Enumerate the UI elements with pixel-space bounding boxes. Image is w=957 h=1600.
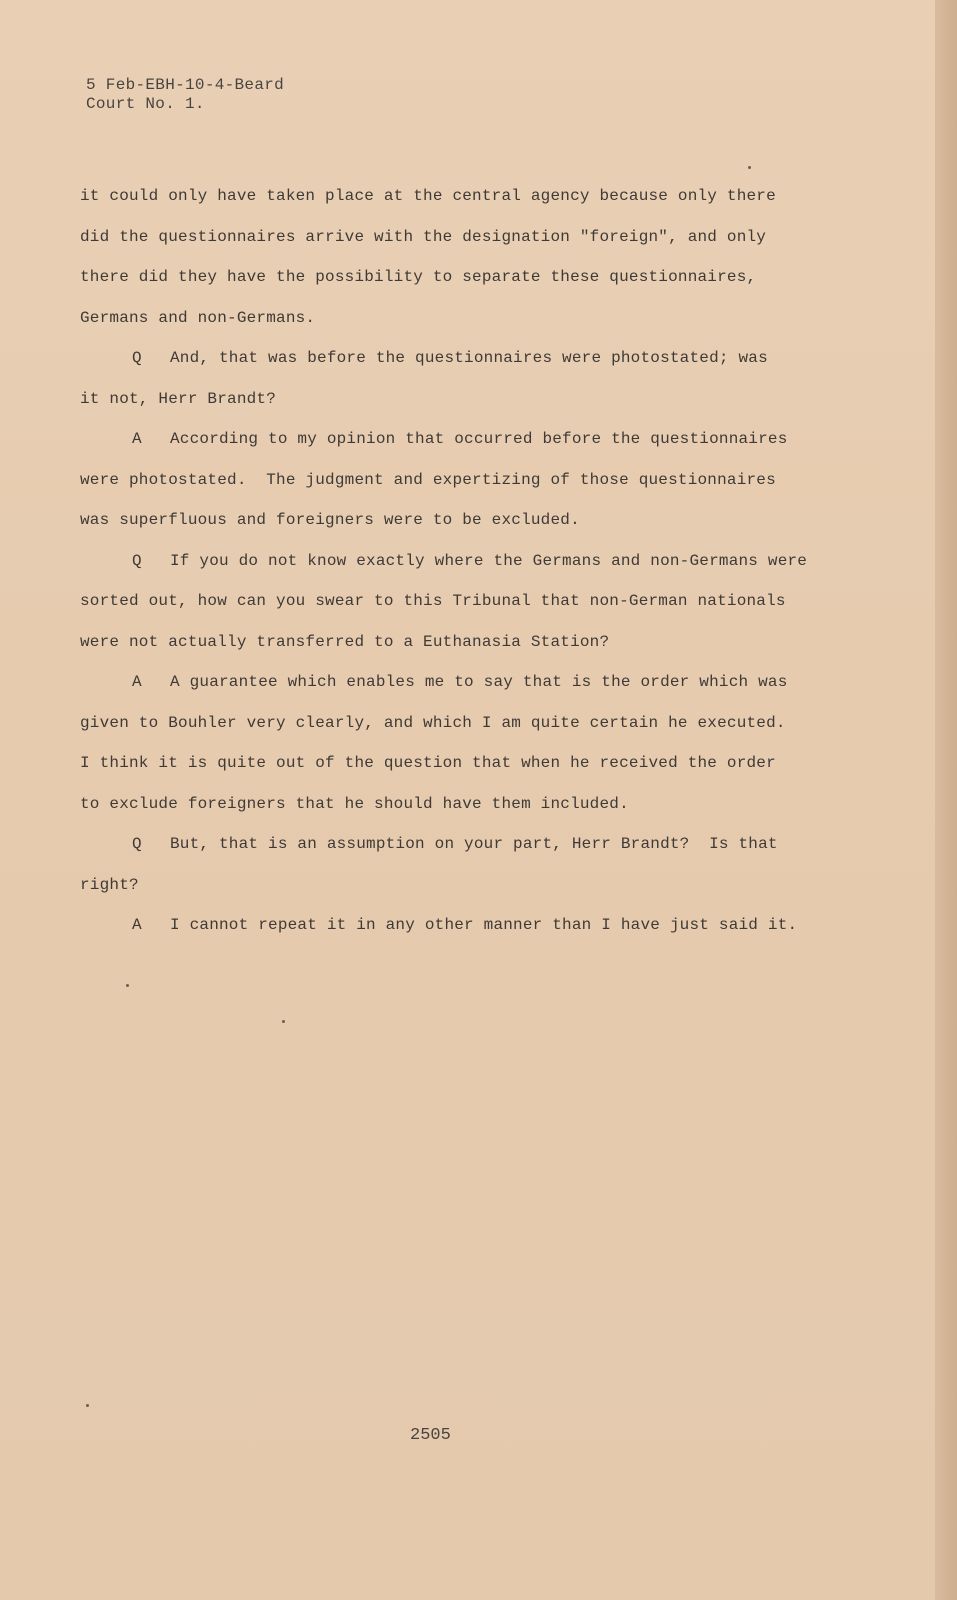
page-edge [935,0,957,1600]
transcript-line: were photostated. The judgment and expertizing of those questionnaires [80,470,776,489]
speaker-mark-a: A [132,916,142,934]
transcript-line: sorted out, how can you swear to this Tribunal that non-German nationals [80,592,786,610]
transcript-line: it not, Herr Brandt? [80,389,277,408]
paper-speck [282,1020,285,1023]
transcript-body [80,176,840,946]
transcript-line: there did they have the possibility to separate these questionnaires, [80,268,757,286]
transcript-line: it could only have taken place at the central agency because only there [80,187,776,205]
header-line-1: 5 Feb-EBH-10-4-Beard [86,76,285,94]
speaker-mark-q: Q [132,551,142,570]
transcript-line: Germans and non-Germans. [80,308,316,327]
speaker-mark-q: Q [132,835,142,853]
transcript-line: I think it is quite out of the question that when he received the order [80,754,776,772]
question-line [80,541,840,582]
transcript-text: A guarantee which enables me to say that is the order which was [170,673,788,691]
transcript-text: If you do not know exactly where the Germans and non-Germans were [170,551,808,570]
paper-speck [86,1404,89,1407]
answer-line [80,662,840,703]
header-line-2: Court No. 1. [86,95,205,113]
transcript-line: did the questionnaires arrive with the designation "foreign", and only [80,227,767,246]
answer-line [80,905,840,946]
transcript-line: right? [80,875,139,894]
transcript-text: I cannot repeat it in any other manner than I have just said it. [170,916,798,934]
speaker-mark-q: Q [132,349,142,367]
paper-speck [748,166,751,169]
transcript-text: According to my opinion that occurred before the questionnaires [170,430,788,448]
page-number: 2505 [410,1426,451,1445]
paper-speck [126,984,129,987]
question-line [80,824,840,865]
question-line [80,338,840,379]
transcript-text: But, that is an assumption on your part, Herr Brandt? Is that [170,835,778,853]
transcript-line: was superfluous and foreigners were to be excluded. [80,511,580,529]
transcript-text: And, that was before the questionnaires were photostated; was [170,349,768,367]
transcript-line: given to Bouhler very clearly, and which I am quite certain he executed. [80,713,786,732]
transcript-line: to exclude foreigners that he should have them included. [80,794,629,813]
answer-line [80,419,840,460]
speaker-mark-a: A [132,673,142,691]
speaker-mark-a: A [132,430,142,448]
transcript-line: were not actually transferred to a Euthanasia Station? [80,632,610,651]
document-header [86,76,284,114]
